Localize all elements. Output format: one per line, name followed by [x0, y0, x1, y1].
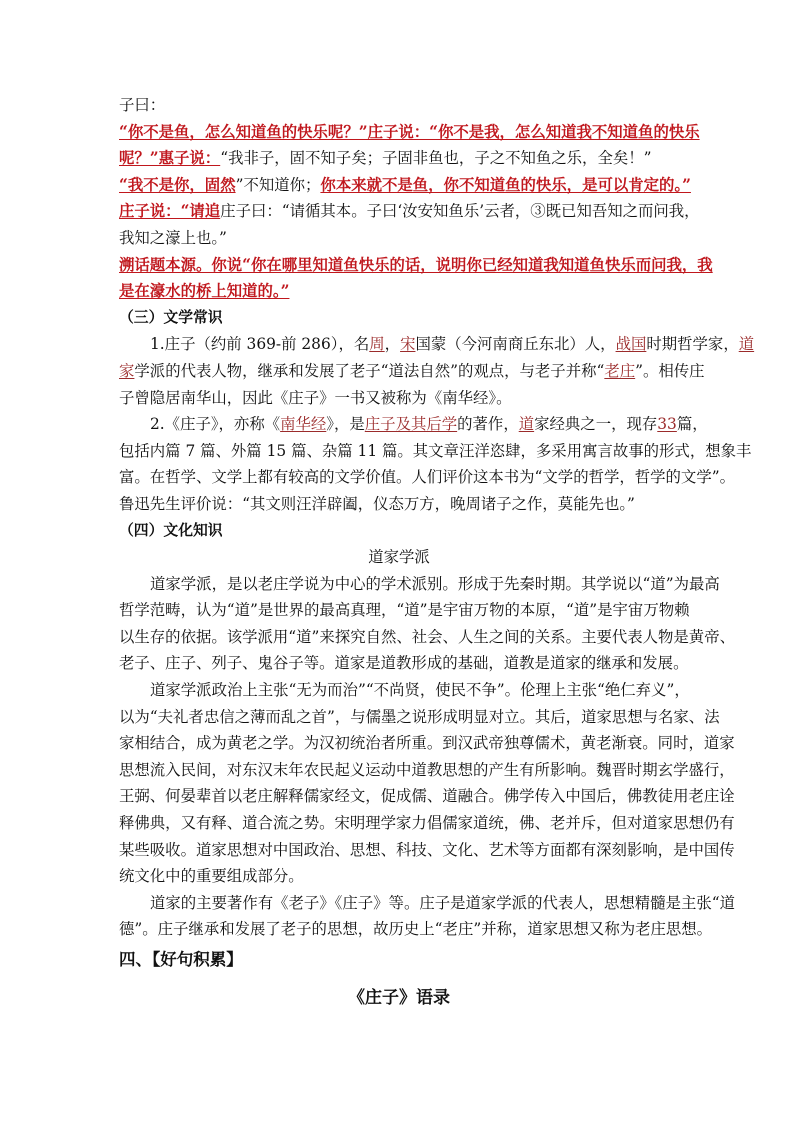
culture-p1-line: 道家学派，是以老庄学说为中心的学术派别。形成于先秦时期。其学说以“道”为最高: [150, 574, 720, 593]
text: 学派的代表人物，继承和发展了老子“道法自然”的观点，与老子并称“: [134, 361, 605, 380]
text: 国蒙（今河南商丘东北）人，: [415, 335, 616, 354]
literature-p2-line-3: 富。在哲学、文学上都有较高的文学价值。人们评价这本书为“文学的哲学，哲学的文学”。: [119, 468, 735, 487]
dialogue-red-text: 呢？”惠子说：: [119, 149, 221, 168]
literature-p1-line-1: [119, 331, 755, 358]
literature-p1-line-2: [119, 358, 705, 385]
culture-p2-line: 释佛典，又有释、道合流之势。宋明理学家力倡儒家道统，佛、老并斥，但对道家思想仍有: [119, 814, 735, 833]
underlined-term: 家: [119, 361, 135, 380]
dialogue-line-6: 我知之濠上也。”: [119, 228, 227, 247]
underlined-term: 南华经: [280, 415, 327, 434]
culture-p2-line: 家相结合，成为黄老之学。为汉初统治者所重。到汉武帝独尊儒术，黄老渐衰。同时，道家: [119, 734, 735, 753]
culture-p2-line: 思想流入民间，对东汉末年农民起义运动中道教思想的产生有所影响。魏晋时期玄学盛行，: [119, 760, 735, 779]
quotes-title: 《庄子》语录: [348, 988, 450, 1008]
section-heading-good-sentences: 四、【好句积累】: [119, 950, 243, 969]
culture-p2-line: 统文化中的重要组成部分。: [119, 867, 304, 886]
dialogue-red-text: “我不是你，固然: [119, 175, 236, 194]
underlined-term: 道: [738, 335, 755, 354]
dialogue-original-text: “我非子，固不知子矣；子固非鱼也，子之不知鱼之乐，全矣！”: [220, 149, 652, 168]
text: 1.庄子（约前 369-前 286），名: [150, 335, 370, 354]
underlined-term: 宋: [400, 335, 416, 354]
dialogue-line-8: 是在濠水的桥上知道的。”: [119, 282, 290, 301]
culture-p2-line: 以为“夫礼者忠信之薄而乱之首”，与儒墨之说形成明显对立。其后，道家思想与名家、法: [119, 707, 720, 726]
article-title: 道家学派: [368, 548, 430, 567]
text: 篇，: [676, 415, 708, 434]
dialogue-red-text: 庄子说：“请追: [119, 202, 221, 221]
culture-p1-line: 老子、庄子、列子、鬼谷子等。道家是道教形成的基础，道教是道家的继承和发展。: [119, 654, 689, 673]
section-heading-culture: （四）文化知识: [119, 521, 223, 539]
culture-p1-line: 哲学范畴，认为“道”是世界的最高真理，“道”是宇宙万物的本原，“道”是宇宙万物赖: [119, 601, 690, 620]
literature-p2-line-2: 包括内篇 7 篇、外篇 15 篇、杂篇 11 篇。其文章汪洋恣肆，多采用寓言故事的形式，想象丰: [119, 441, 752, 460]
document-body: [119, 92, 755, 1013]
dialogue-line-7: 溯话题本源。你说“你在哪里知道鱼快乐的话，说明你已经知道我知道鱼快乐而问我，我: [119, 255, 713, 274]
underlined-term: 老庄: [604, 361, 636, 380]
culture-p2-line: 某些吸收。道家思想对中国政治、思想、科技、文化、艺术等方面都有深刻影响，是中国传: [119, 840, 735, 859]
culture-p1-line: 以生存的依据。该学派用“道”来探究自然、社会、人生之间的关系。主要代表人物是黄帝、: [119, 627, 735, 646]
text: ”。相传庄: [635, 361, 705, 380]
dialogue-line-1: 子曰：: [119, 96, 166, 114]
dialogue-red-text: 你本来就不是鱼，你不知道鱼的快乐，是可以肯定的。”: [320, 175, 691, 194]
text: ，: [384, 335, 401, 354]
underlined-term: 33: [657, 415, 677, 434]
dialogue-line-5: [119, 198, 700, 225]
text: 2.《庄子》，亦称《: [150, 415, 281, 434]
culture-p3-line: 道家的主要著作有《老子》《庄子》等。庄子是道家学派的代表人，思想精髓是主张“道: [150, 893, 736, 912]
culture-p2-line: 王弼、何晏辈首以老庄解释儒家经文，促成儒、道融合。佛学传入中国后，佛教徒用老庄诠: [119, 787, 735, 806]
text: 时期哲学家，: [646, 335, 739, 354]
text: 》，是: [326, 415, 365, 434]
text: 的著作，: [457, 415, 519, 434]
dialogue-original-text: ”不知道你；: [235, 175, 321, 194]
text: 家经典之一，现存: [534, 415, 658, 434]
dialogue-original-text: 庄子曰：“请循其本。子曰‘汝安知鱼乐’云者，③既已知吾知之而问我，: [220, 202, 700, 221]
dialogue-line-3: [119, 145, 679, 172]
culture-p3-line: 德”。庄子继承和发展了老子的思想，故历史上“老庄”并称，道家思想又称为老庄思想。: [119, 920, 713, 939]
culture-p2-line: 道家学派政治上主张“无为而治”“不尚贤，使民不争”。伦理上主张“绝仁弃义”，: [150, 681, 690, 700]
underlined-term: 战国: [615, 335, 647, 354]
literature-p1-line-3: 子曾隐居南华山，因此《庄子》一书又被称为《南华经》。: [119, 388, 512, 407]
dialogue-line-2: “你不是鱼，怎么知道鱼的快乐呢？”庄子说：“你不是我，怎么知道我不知道鱼的快乐: [119, 122, 700, 141]
underlined-term: 道: [518, 415, 535, 434]
dialogue-line-4: [119, 172, 691, 199]
underlined-term: 庄子及其后学: [364, 415, 458, 434]
section-heading-literature: （三）文学常识: [119, 308, 223, 326]
literature-p2-line-4: 鲁迅先生评价说：“其文则汪洋辟阖，仪态万方，晚周诸子之作，莫能先也。”: [119, 494, 635, 513]
underlined-term: 周: [369, 335, 385, 354]
literature-p2-line-1: [119, 411, 708, 438]
